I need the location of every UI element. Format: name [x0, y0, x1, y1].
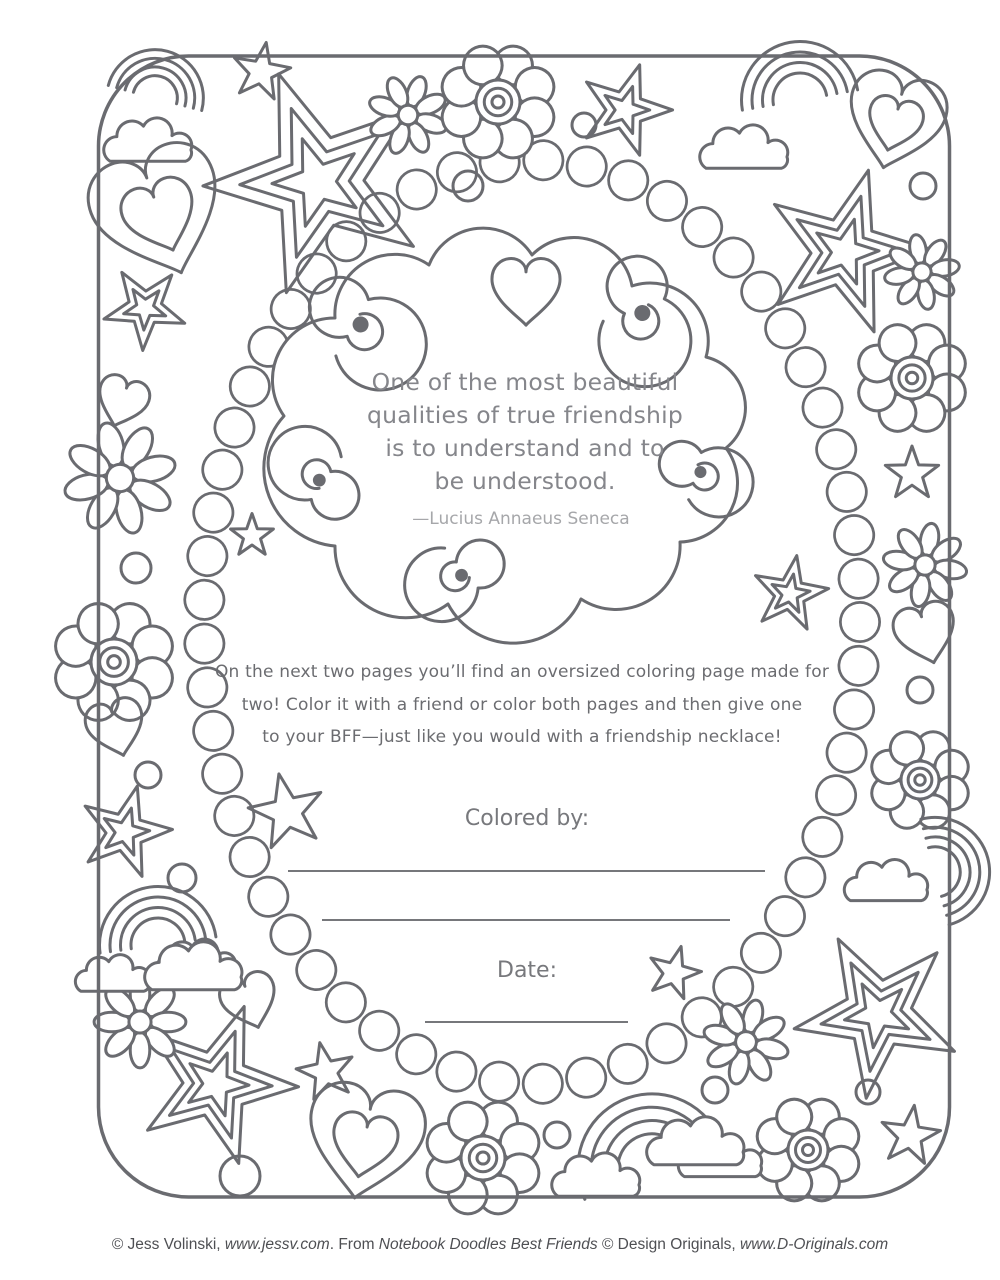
quote-line: qualities of true friendship	[367, 401, 683, 429]
intro-line: On the next two pages you’ll find an oversized coloring page made for	[214, 662, 830, 682]
date-label: Date:	[497, 958, 557, 983]
heart-icon	[836, 64, 953, 179]
star-icon	[570, 51, 683, 161]
flower-icon	[421, 1096, 544, 1219]
colored-by-line-1	[288, 870, 765, 872]
cloud-icon	[647, 1117, 744, 1165]
cloud-icon	[844, 859, 927, 900]
intro-line: two! Color it with a friend or color both pages and then give one	[241, 694, 803, 715]
quote-line: One of the most beautiful	[371, 368, 679, 396]
daisy-icon	[876, 516, 974, 614]
footer-book-title: Notebook Doodles Best Friends	[378, 1236, 598, 1253]
dot-icon	[135, 762, 161, 788]
rainbow-icon	[108, 39, 214, 111]
footer-copyright-artist: © Jess Volinski,	[111, 1236, 225, 1253]
daisy-icon	[878, 228, 966, 316]
star-icon	[748, 549, 833, 631]
intro-line: to your BFF—just like you would with a friendship necklace!	[262, 727, 782, 747]
colored-by-line-2	[322, 919, 730, 921]
cloud-icon	[700, 125, 788, 168]
dot-icon	[702, 1077, 728, 1103]
rainbow-icon	[732, 32, 857, 110]
quote-line: be understood.	[434, 467, 616, 495]
quote-attribution: —Lucius Annaeus Seneca	[412, 509, 630, 529]
star-icon	[292, 1037, 359, 1102]
footer-copyright-publisher: © Design Originals,	[597, 1236, 741, 1253]
quote-text	[50, 366, 1000, 498]
dot-icon	[121, 553, 151, 583]
cloud-icon	[104, 118, 192, 161]
star-icon	[229, 37, 295, 100]
dot-icon	[910, 173, 936, 199]
colored-by-label: Colored by:	[464, 806, 590, 831]
dot-icon	[544, 1122, 570, 1148]
footer-from: . From	[329, 1236, 379, 1253]
star-icon	[93, 260, 188, 358]
footer-artist-site: www.jessv.com	[224, 1236, 330, 1253]
flower-icon	[752, 1094, 864, 1206]
footer-publisher-site: www.D-Originals.com	[740, 1236, 889, 1253]
dot-icon	[572, 113, 596, 137]
quote-line: is to understand and to	[385, 434, 665, 462]
cloud-icon	[552, 1153, 640, 1196]
date-line	[425, 1021, 628, 1023]
intro-paragraph	[44, 656, 1000, 754]
footer-credit	[0, 1236, 1000, 1254]
